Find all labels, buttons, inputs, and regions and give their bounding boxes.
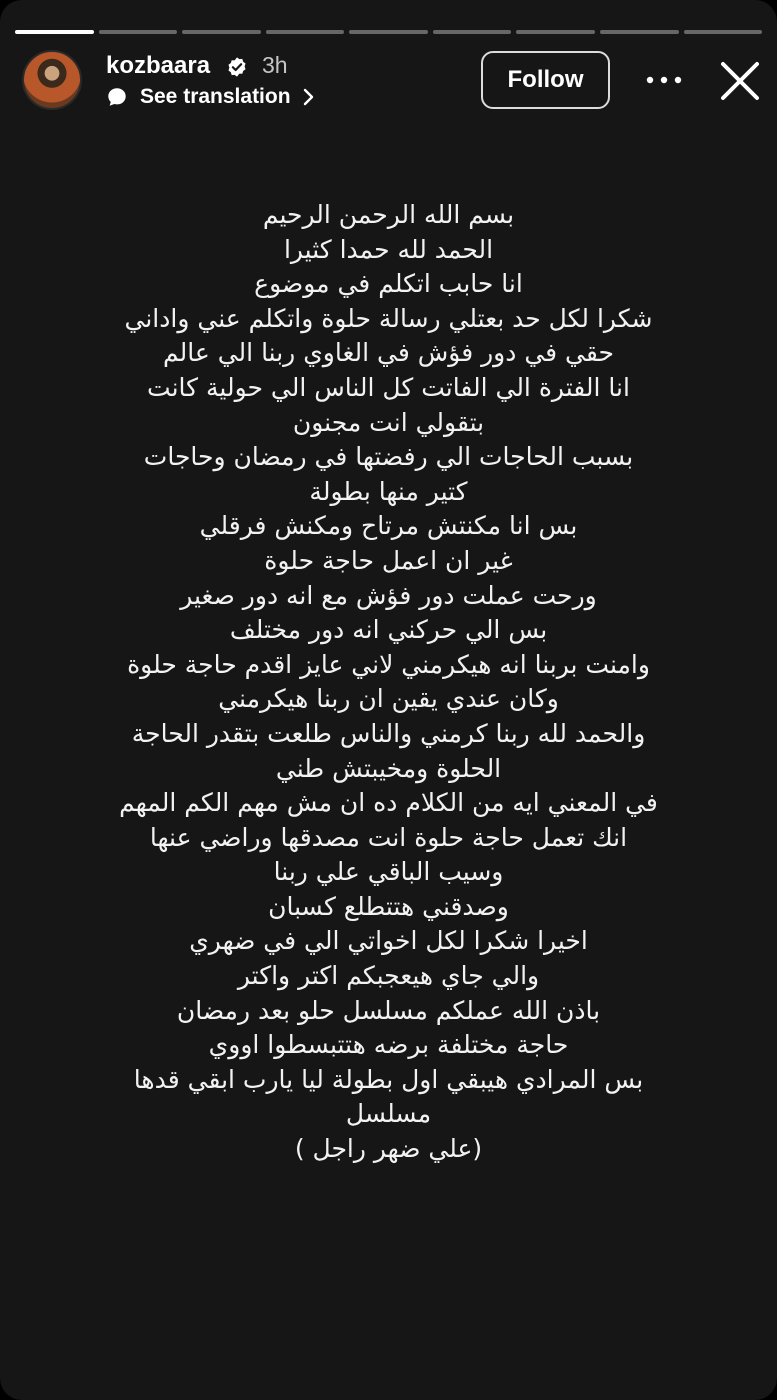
- story-progress-segment: [684, 30, 763, 34]
- verified-badge-icon: [226, 56, 248, 78]
- story-text-line: بس انا مكنتش مرتاح ومكنش فرقلي: [199, 511, 578, 541]
- story-progress-segment: [182, 30, 261, 34]
- story-progress-segment: [349, 30, 428, 34]
- more-options-icon[interactable]: [642, 65, 686, 95]
- see-translation-label: See translation: [140, 85, 291, 108]
- story-text-line: بسم الله الرحمن الرحيم: [262, 200, 515, 229]
- story-text-line: انا الفترة الي الفاتت كل الناس الي حولية كانت: [147, 372, 630, 402]
- story-text-line: انا حابب اتكلم في موضوع: [254, 269, 523, 299]
- story-text-line: شكرا لكل حد بعتلي رسالة حلوة واتكلم عني واداني: [124, 303, 653, 333]
- story-text-line: باذن الله عملكم مسلسل حلو بعد رمضان: [176, 995, 601, 1025]
- post-time: 3h: [262, 52, 288, 78]
- story-progress-segment: [433, 30, 512, 34]
- story-text-line: وسيب الباقي علي ربنا: [273, 857, 504, 887]
- story-text-line: في المعني ايه من الكلام ده ان مش مهم الكم المهم: [119, 788, 658, 818]
- story-text-line: الحمد لله حمدا كثيرا: [283, 234, 494, 264]
- story-progress-bar: [15, 30, 762, 34]
- story-header: [22, 48, 755, 112]
- story-text-line: وامنت بربنا انه هيكرمني لاني عايز اقدم حاجة حلوة: [127, 649, 650, 679]
- story-text-content: [80, 198, 697, 1167]
- story-text-line: وكان عندي يقين ان ربنا هيكرمني: [218, 684, 559, 714]
- close-icon[interactable]: [717, 58, 763, 104]
- story-text-line: بتقولي انت مجنون: [292, 407, 485, 437]
- story-text-line: بس المرادي هيبقي اول بطولة ليا يارب ابقي قدها: [133, 1064, 644, 1094]
- story-text-line: بسبب الحاجات الي رفضتها في رمضان وحاجات: [143, 442, 634, 472]
- story-text-line: والحمد لله ربنا كرمني والناس طلعت بتقدر الحاجة: [131, 718, 646, 748]
- story-text-line: ورحت عملت دور فؤش مع انه دور صغير: [180, 580, 597, 610]
- story-progress-segment: [516, 30, 595, 34]
- see-translation-link[interactable]: [106, 82, 315, 112]
- story-text-line: وصدقني هتتطلع كسبان: [268, 891, 509, 921]
- story-text-line: والي جاي هيعجبكم اكتر واكتر: [237, 961, 540, 991]
- story-progress-segment: [600, 30, 679, 34]
- story-text-line: انك تعمل حاجة حلوة انت مصدقها وراضي عنها: [149, 822, 628, 852]
- story-text-line: غير ان اعمل حاجة حلوة: [264, 545, 513, 575]
- story-progress-segment: [266, 30, 345, 34]
- story-text-line: كتير منها بطولة: [309, 476, 468, 506]
- username-link[interactable]: kozbaara: [106, 52, 211, 79]
- speech-bubble-icon: [106, 86, 128, 108]
- story-text-line: (علي ضهر راجل ): [294, 1134, 483, 1164]
- story-progress-segment: [15, 30, 94, 34]
- follow-button[interactable]: Follow: [481, 51, 610, 109]
- story-progress-segment: [99, 30, 178, 34]
- chevron-right-icon: [301, 88, 315, 106]
- story-text-line: حاجة مختلفة برضه هتتبسطوا اووي: [208, 1030, 569, 1060]
- story-text-line: مسلسل: [345, 1099, 432, 1129]
- avatar[interactable]: [22, 50, 82, 110]
- story-text-line: الحلوة ومخيبتش طني: [275, 753, 502, 783]
- story-text-line: اخيرا شكرا لكل اخواتي الي في ضهري: [189, 926, 588, 956]
- story-text-line: بس الي حركني انه دور مختلف: [229, 615, 548, 645]
- story-text-line: حقي في دور فؤش في الغاوي ربنا الي عالم: [162, 338, 614, 368]
